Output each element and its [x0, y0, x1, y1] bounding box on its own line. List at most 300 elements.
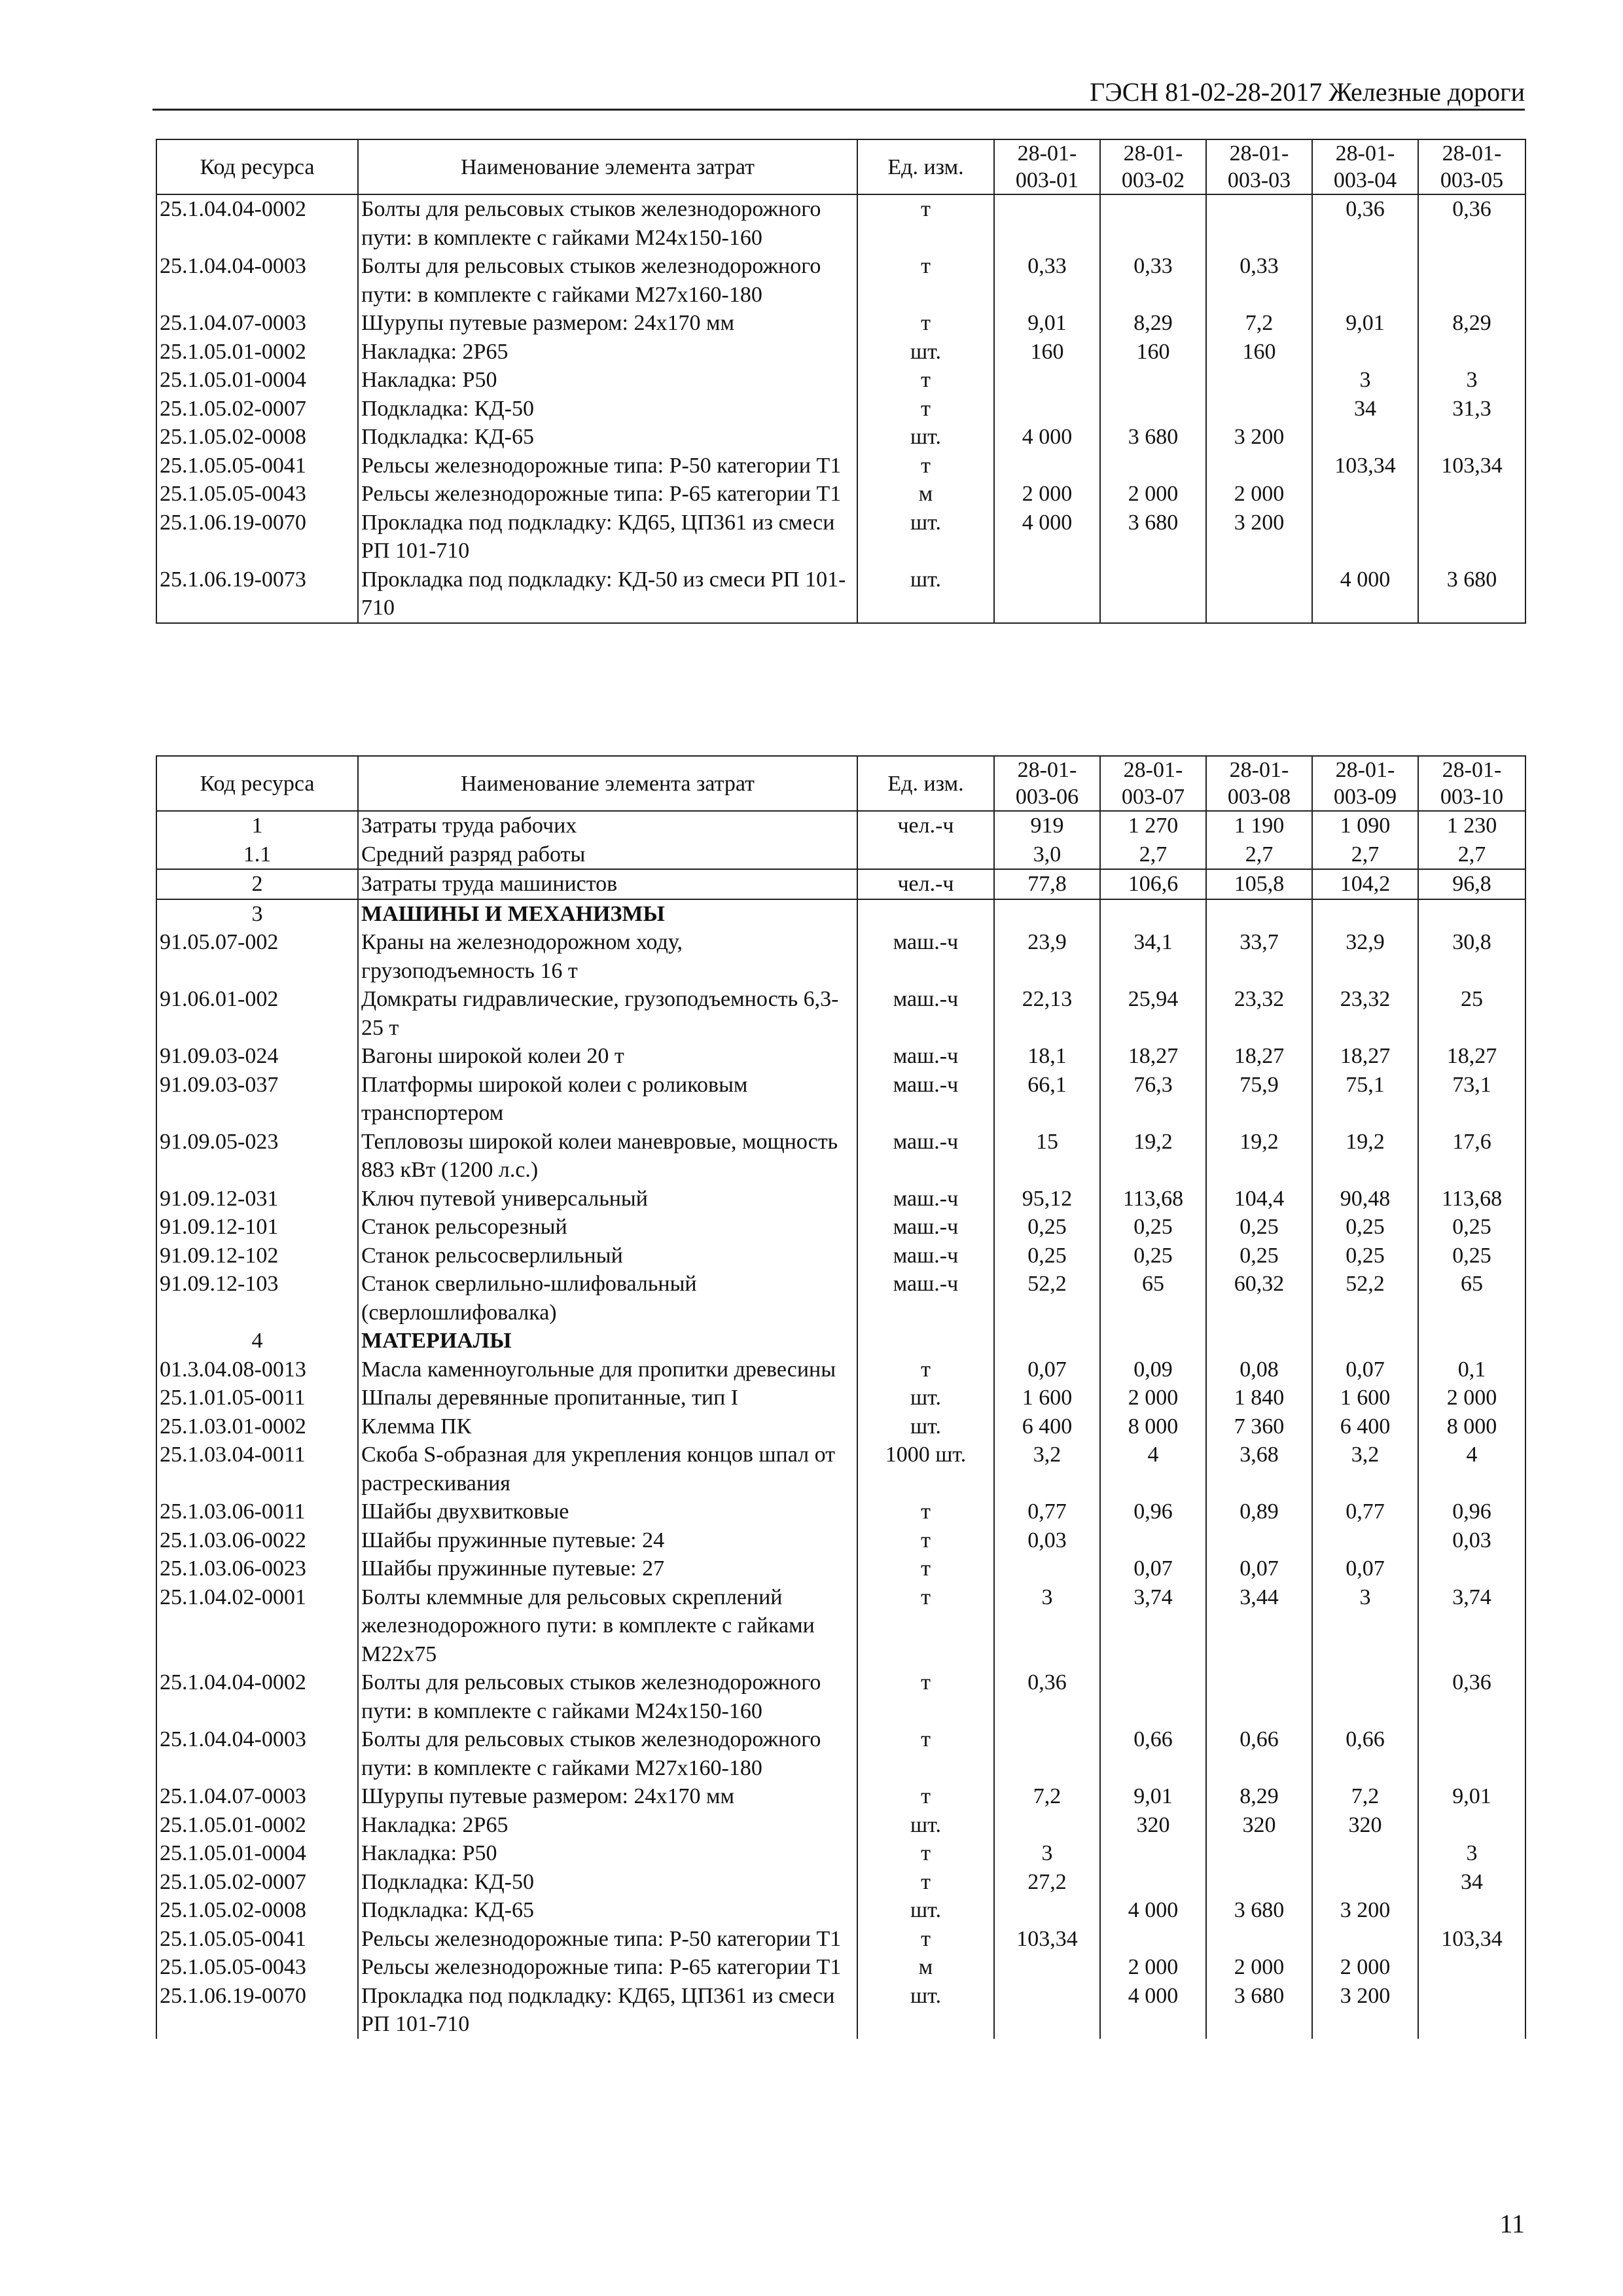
- unit-cell: т: [857, 1782, 994, 1811]
- cost-element-name-cell: МАШИНЫ И МЕХАНИЗМЫ: [358, 899, 857, 929]
- header-unit: Ед. изм.: [857, 756, 994, 811]
- table-row: [156, 452, 1525, 480]
- value-cell: 0,36: [1312, 194, 1418, 252]
- table-row: [156, 1868, 1525, 1897]
- unit-cell: шт.: [857, 1811, 994, 1840]
- value-cell: [1312, 1868, 1418, 1897]
- cost-element-name-cell: Болты для рельсовых стыков железнодорожного пути: в комплекте с гайками М24х150-160: [358, 1668, 857, 1725]
- page-number: 11: [1499, 2209, 1525, 2238]
- cost-element-name-cell: Станок рельсосверлильный: [358, 1242, 857, 1270]
- value-cell: 75,9: [1206, 1071, 1312, 1128]
- value-cell: 0,1: [1418, 1355, 1525, 1384]
- value-cell: 0,25: [1418, 1213, 1525, 1242]
- value-cell: [994, 565, 1100, 623]
- value-cell: [994, 452, 1100, 480]
- table-row: [156, 252, 1525, 309]
- value-cell: 9,01: [1418, 1782, 1525, 1811]
- unit-cell: чел.-ч: [857, 811, 994, 840]
- header-column: 28-01- 003-07: [1100, 756, 1206, 811]
- value-cell: 113,68: [1100, 1185, 1206, 1213]
- table-row: [156, 899, 1525, 929]
- header-name: Наименование элемента затрат: [358, 139, 857, 194]
- value-cell: [994, 1811, 1100, 1840]
- value-cell: [1206, 565, 1312, 623]
- value-cell: 0,25: [1418, 1242, 1525, 1270]
- value-cell: [1312, 338, 1418, 367]
- cost-element-name-cell: Платформы широкой колеи с роликовым транспортером: [358, 1071, 857, 1128]
- value-cell: [1100, 194, 1206, 252]
- cost-element-name-cell: Болты для рельсовых стыков железнодорожного пути: в комплекте с гайками М27х160-180: [358, 252, 857, 309]
- value-cell: 0,09: [1100, 1355, 1206, 1384]
- cost-element-name-cell: Шпалы деревянные пропитанные, тип I: [358, 1384, 857, 1412]
- value-cell: [1100, 1925, 1206, 1954]
- table-row: [156, 1213, 1525, 1242]
- resource-code-cell: 25.1.03.06-0022: [156, 1526, 358, 1555]
- unit-cell: маш.-ч: [857, 1185, 994, 1213]
- resource-code-cell: 25.1.05.05-0041: [156, 1925, 358, 1954]
- value-cell: 320: [1100, 1811, 1206, 1840]
- value-cell: 19,2: [1100, 1128, 1206, 1185]
- value-cell: 3 200: [1206, 509, 1312, 565]
- unit-cell: м: [857, 1953, 994, 1982]
- value-cell: 18,1: [994, 1042, 1100, 1071]
- unit-cell: т: [857, 1526, 994, 1555]
- cost-element-name-cell: Скоба S-образная для укрепления концов шпал от растрескивания: [358, 1441, 857, 1498]
- value-cell: 3: [1418, 1839, 1525, 1868]
- value-cell: 95,12: [994, 1185, 1100, 1213]
- value-cell: 2 000: [994, 480, 1100, 509]
- value-cell: 31,3: [1418, 395, 1525, 423]
- table-row: [156, 509, 1525, 565]
- table-row: [156, 1498, 1525, 1526]
- cost-element-name-cell: Средний разряд работы: [358, 840, 857, 870]
- cost-element-name-cell: Клемма ПК: [358, 1412, 857, 1441]
- value-cell: 104,4: [1206, 1185, 1312, 1213]
- table-row: [156, 1668, 1525, 1725]
- header-column: 28-01- 003-10: [1418, 756, 1525, 811]
- value-cell: [1206, 1839, 1312, 1868]
- resource-code-cell: 25.1.04.04-0002: [156, 1668, 358, 1725]
- value-cell: 2,7: [1312, 840, 1418, 870]
- unit-cell: шт.: [857, 1384, 994, 1412]
- unit-cell: т: [857, 1498, 994, 1526]
- value-cell: 160: [1206, 338, 1312, 367]
- value-cell: [1206, 395, 1312, 423]
- value-cell: 3,74: [1418, 1583, 1525, 1669]
- value-cell: [1312, 1327, 1418, 1355]
- unit-cell: т: [857, 366, 994, 395]
- value-cell: 0,96: [1100, 1498, 1206, 1526]
- cost-element-name-cell: Накладка: 2Р65: [358, 1811, 857, 1840]
- value-cell: 0,25: [1100, 1242, 1206, 1270]
- value-cell: 0,36: [1418, 194, 1525, 252]
- value-cell: [994, 1327, 1100, 1355]
- header-column: 28-01- 003-01: [994, 139, 1100, 194]
- value-cell: 30,8: [1418, 928, 1525, 985]
- table-row: [156, 1953, 1525, 1982]
- header-column: 28-01- 003-02: [1100, 139, 1206, 194]
- value-cell: 0,07: [1100, 1554, 1206, 1583]
- value-cell: 3,68: [1206, 1441, 1312, 1498]
- value-cell: [1418, 1725, 1525, 1782]
- unit-cell: т: [857, 452, 994, 480]
- value-cell: 17,6: [1418, 1128, 1525, 1185]
- cost-element-name-cell: Станок рельсорезный: [358, 1213, 857, 1242]
- value-cell: [1312, 423, 1418, 452]
- value-cell: 52,2: [994, 1270, 1100, 1327]
- value-cell: 3,74: [1100, 1583, 1206, 1669]
- table-row: [156, 1071, 1525, 1128]
- value-cell: 1 600: [994, 1384, 1100, 1412]
- value-cell: 3 200: [1206, 423, 1312, 452]
- value-cell: 3: [994, 1583, 1100, 1669]
- value-cell: [1206, 452, 1312, 480]
- cost-element-name-cell: Домкраты гидравлические, грузоподъемность 6,3-25 т: [358, 985, 857, 1042]
- value-cell: 113,68: [1418, 1185, 1525, 1213]
- cost-element-name-cell: Подкладка: КД-50: [358, 395, 857, 423]
- value-cell: 3,2: [994, 1441, 1100, 1498]
- table-row: [156, 1982, 1525, 2039]
- header-column: 28-01- 003-09: [1312, 756, 1418, 811]
- value-cell: 3 680: [1206, 1982, 1312, 2039]
- value-cell: 75,1: [1312, 1071, 1418, 1128]
- value-cell: [1100, 1327, 1206, 1355]
- value-cell: 15: [994, 1128, 1100, 1185]
- header-column: 28-01- 003-06: [994, 756, 1100, 811]
- unit-cell: 1000 шт.: [857, 1441, 994, 1498]
- resource-code-cell: 25.1.01.05-0011: [156, 1384, 358, 1412]
- value-cell: 1 230: [1418, 811, 1525, 840]
- value-cell: [1100, 452, 1206, 480]
- table-row: [156, 423, 1525, 452]
- cost-element-name-cell: Затраты труда рабочих: [358, 811, 857, 840]
- value-cell: [1206, 194, 1312, 252]
- value-cell: 0,25: [1100, 1213, 1206, 1242]
- value-cell: 106,6: [1100, 869, 1206, 899]
- cost-element-name-cell: Шурупы путевые размером: 24х170 мм: [358, 309, 857, 338]
- value-cell: 9,01: [994, 309, 1100, 338]
- table-row: [156, 1185, 1525, 1213]
- unit-cell: т: [857, 309, 994, 338]
- resource-code-cell: 25.1.04.04-0002: [156, 194, 358, 252]
- value-cell: [1100, 1526, 1206, 1555]
- header-rule: [152, 109, 1525, 111]
- value-cell: [1418, 509, 1525, 565]
- value-cell: 0,66: [1312, 1725, 1418, 1782]
- value-cell: 18,27: [1418, 1042, 1525, 1071]
- resource-code-cell: 25.1.05.02-0007: [156, 1868, 358, 1897]
- table-row: [156, 338, 1525, 367]
- value-cell: 0,07: [994, 1355, 1100, 1384]
- value-cell: 6 400: [994, 1412, 1100, 1441]
- unit-cell: маш.-ч: [857, 928, 994, 985]
- table-row: [156, 1839, 1525, 1868]
- value-cell: 18,27: [1206, 1042, 1312, 1071]
- value-cell: 65: [1100, 1270, 1206, 1327]
- value-cell: 7,2: [1206, 309, 1312, 338]
- value-cell: [1418, 252, 1525, 309]
- resource-code-cell: 25.1.05.05-0043: [156, 1953, 358, 1982]
- value-cell: 103,34: [1418, 1925, 1525, 1954]
- table-header: [156, 139, 1525, 194]
- cost-element-name-cell: Рельсы железнодорожные типа: Р-65 категории Т1: [358, 1953, 857, 1982]
- value-cell: 2 000: [1206, 1953, 1312, 1982]
- value-cell: 7,2: [994, 1782, 1100, 1811]
- value-cell: 0,33: [994, 252, 1100, 309]
- cost-element-name-cell: Болты для рельсовых стыков железнодорожного пути: в комплекте с гайками М24х150-160: [358, 194, 857, 252]
- value-cell: 103,34: [1418, 452, 1525, 480]
- header-column: 28-01- 003-08: [1206, 756, 1312, 811]
- unit-cell: т: [857, 395, 994, 423]
- resource-code-cell: 91.09.12-102: [156, 1242, 358, 1270]
- value-cell: [1206, 1526, 1312, 1555]
- value-cell: [1312, 480, 1418, 509]
- header-code: Код ресурса: [156, 139, 358, 194]
- value-cell: 6 400: [1312, 1412, 1418, 1441]
- value-cell: [994, 1982, 1100, 2039]
- value-cell: 27,2: [994, 1868, 1100, 1897]
- resource-code-cell: 91.09.12-103: [156, 1270, 358, 1327]
- value-cell: 2,7: [1100, 840, 1206, 870]
- unit-cell: маш.-ч: [857, 985, 994, 1042]
- resource-code-cell: 91.09.03-037: [156, 1071, 358, 1128]
- table-row: [156, 395, 1525, 423]
- value-cell: [1206, 1668, 1312, 1725]
- value-cell: 2,7: [1206, 840, 1312, 870]
- cost-element-name-cell: Подкладка: КД-65: [358, 423, 857, 452]
- value-cell: 103,34: [994, 1925, 1100, 1954]
- value-cell: [1100, 395, 1206, 423]
- resource-code-cell: 3: [156, 899, 358, 929]
- unit-cell: [857, 840, 994, 870]
- value-cell: [1206, 1868, 1312, 1897]
- value-cell: 3,44: [1206, 1583, 1312, 1669]
- table-row: [156, 1925, 1525, 1954]
- resource-code-cell: 25.1.05.05-0041: [156, 452, 358, 480]
- value-cell: 0,36: [994, 1668, 1100, 1725]
- value-cell: [1312, 252, 1418, 309]
- value-cell: 105,8: [1206, 869, 1312, 899]
- unit-cell: шт.: [857, 1412, 994, 1441]
- cost-element-name-cell: Рельсы железнодорожные типа: Р-50 категории Т1: [358, 452, 857, 480]
- value-cell: 1 190: [1206, 811, 1312, 840]
- value-cell: [1312, 1668, 1418, 1725]
- unit-cell: маш.-ч: [857, 1042, 994, 1071]
- cost-element-name-cell: Шайбы пружинные путевые: 24: [358, 1526, 857, 1555]
- value-cell: 18,27: [1100, 1042, 1206, 1071]
- cost-element-name-cell: МАТЕРИАЛЫ: [358, 1327, 857, 1355]
- value-cell: 8,29: [1100, 309, 1206, 338]
- value-cell: 7 360: [1206, 1412, 1312, 1441]
- resource-code-cell: 25.1.03.04-0011: [156, 1441, 358, 1498]
- resource-code-cell: 91.05.07-002: [156, 928, 358, 985]
- value-cell: [1312, 1839, 1418, 1868]
- table-row: [156, 1412, 1525, 1441]
- value-cell: 23,32: [1312, 985, 1418, 1042]
- value-cell: 3: [1312, 366, 1418, 395]
- value-cell: 8,29: [1418, 309, 1525, 338]
- value-cell: [1206, 1327, 1312, 1355]
- value-cell: 0,25: [1206, 1213, 1312, 1242]
- value-cell: 3: [1418, 366, 1525, 395]
- unit-cell: маш.-ч: [857, 1071, 994, 1128]
- cost-element-name-cell: Накладка: 2Р65: [358, 338, 857, 367]
- unit-cell: т: [857, 1839, 994, 1868]
- unit-cell: маш.-ч: [857, 1270, 994, 1327]
- resource-code-cell: 25.1.04.07-0003: [156, 309, 358, 338]
- value-cell: 60,32: [1206, 1270, 1312, 1327]
- value-cell: [1418, 480, 1525, 509]
- value-cell: [1312, 899, 1418, 929]
- value-cell: 0,07: [1312, 1355, 1418, 1384]
- value-cell: [1312, 1526, 1418, 1555]
- table-row: [156, 1384, 1525, 1412]
- resource-code-cell: 25.1.06.19-0073: [156, 565, 358, 623]
- value-cell: [994, 395, 1100, 423]
- value-cell: 0,03: [994, 1526, 1100, 1555]
- cost-element-name-cell: Накладка: Р50: [358, 1839, 857, 1868]
- value-cell: 0,66: [1100, 1725, 1206, 1782]
- value-cell: [994, 1896, 1100, 1925]
- cost-element-name-cell: Рельсы железнодорожные типа: Р-50 категории Т1: [358, 1925, 857, 1954]
- value-cell: [994, 1953, 1100, 1982]
- table-row: [156, 1327, 1525, 1355]
- value-cell: [1418, 338, 1525, 367]
- value-cell: 0,25: [994, 1242, 1100, 1270]
- header-column: 28-01- 003-03: [1206, 139, 1312, 194]
- value-cell: 8 000: [1418, 1412, 1525, 1441]
- resource-code-cell: 25.1.04.04-0003: [156, 252, 358, 309]
- unit-cell: т: [857, 1925, 994, 1954]
- unit-cell: т: [857, 194, 994, 252]
- value-cell: 19,2: [1206, 1128, 1312, 1185]
- value-cell: 19,2: [1312, 1128, 1418, 1185]
- value-cell: 0,33: [1100, 252, 1206, 309]
- table-row: [156, 1355, 1525, 1384]
- table-row: [156, 1811, 1525, 1840]
- table-row: [156, 565, 1525, 623]
- unit-cell: м: [857, 480, 994, 509]
- cost-element-name-cell: Подкладка: КД-65: [358, 1896, 857, 1925]
- table-row: [156, 811, 1525, 840]
- value-cell: 32,9: [1312, 928, 1418, 985]
- value-cell: [1418, 1896, 1525, 1925]
- resource-code-cell: 25.1.04.07-0003: [156, 1782, 358, 1811]
- value-cell: 66,1: [994, 1071, 1100, 1128]
- value-cell: 160: [1100, 338, 1206, 367]
- value-cell: 4 000: [1312, 565, 1418, 623]
- value-cell: [1418, 1327, 1525, 1355]
- unit-cell: маш.-ч: [857, 1213, 994, 1242]
- cost-element-name-cell: Болты для рельсовых стыков железнодорожного пути: в комплекте с гайками М27х160-180: [358, 1725, 857, 1782]
- resource-code-cell: 91.09.05-023: [156, 1128, 358, 1185]
- cost-element-name-cell: Прокладка под подкладку: КД65, ЦП361 из смеси РП 101-710: [358, 1982, 857, 2039]
- value-cell: [1206, 1925, 1312, 1954]
- value-cell: 9,01: [1312, 309, 1418, 338]
- cost-element-name-cell: Прокладка под подкладку: КД65, ЦП361 из смеси РП 101-710: [358, 509, 857, 565]
- value-cell: 4: [1418, 1441, 1525, 1498]
- value-cell: 18,27: [1312, 1042, 1418, 1071]
- cost-element-name-cell: Рельсы железнодорожные типа: Р-65 категории Т1: [358, 480, 857, 509]
- value-cell: 1 600: [1312, 1384, 1418, 1412]
- value-cell: 34: [1418, 1868, 1525, 1897]
- value-cell: 0,25: [1206, 1242, 1312, 1270]
- resource-code-cell: 25.1.04.04-0003: [156, 1725, 358, 1782]
- value-cell: 0,33: [1206, 252, 1312, 309]
- cost-element-name-cell: Краны на железнодорожном ходу, грузоподъемность 16 т: [358, 928, 857, 985]
- value-cell: 160: [994, 338, 1100, 367]
- table-row: [156, 194, 1525, 252]
- table-row: [156, 985, 1525, 1042]
- resource-code-cell: 25.1.05.01-0004: [156, 1839, 358, 1868]
- resource-table-2: [156, 755, 1526, 2039]
- value-cell: 2 000: [1100, 480, 1206, 509]
- unit-cell: шт.: [857, 338, 994, 367]
- value-cell: 320: [1312, 1811, 1418, 1840]
- value-cell: 25,94: [1100, 985, 1206, 1042]
- value-cell: 65: [1418, 1270, 1525, 1327]
- unit-cell: шт.: [857, 565, 994, 623]
- value-cell: 0,89: [1206, 1498, 1312, 1526]
- value-cell: 0,07: [1206, 1554, 1312, 1583]
- value-cell: 3 680: [1418, 565, 1525, 623]
- table-row: [156, 1725, 1525, 1782]
- resource-code-cell: 25.1.06.19-0070: [156, 509, 358, 565]
- cost-element-name-cell: Вагоны широкой колеи 20 т: [358, 1042, 857, 1071]
- unit-cell: т: [857, 1583, 994, 1669]
- value-cell: [994, 366, 1100, 395]
- value-cell: 2 000: [1418, 1384, 1525, 1412]
- value-cell: 0,25: [1312, 1213, 1418, 1242]
- value-cell: 23,32: [1206, 985, 1312, 1042]
- cost-element-name-cell: Шайбы двухвитковые: [358, 1498, 857, 1526]
- resource-code-cell: 25.1.03.06-0011: [156, 1498, 358, 1526]
- cost-element-name-cell: Шайбы пружинные путевые: 27: [358, 1554, 857, 1583]
- value-cell: 0,96: [1418, 1498, 1525, 1526]
- table-row: [156, 1896, 1525, 1925]
- value-cell: 3 680: [1100, 509, 1206, 565]
- resource-code-cell: 25.1.05.02-0008: [156, 423, 358, 452]
- value-cell: [1312, 509, 1418, 565]
- value-cell: 76,3: [1100, 1071, 1206, 1128]
- cost-element-name-cell: Подкладка: КД-50: [358, 1868, 857, 1897]
- value-cell: 1 840: [1206, 1384, 1312, 1412]
- value-cell: 0,07: [1312, 1554, 1418, 1583]
- header-unit: Ед. изм.: [857, 139, 994, 194]
- value-cell: 4 000: [994, 423, 1100, 452]
- value-cell: [1100, 565, 1206, 623]
- header-name: Наименование элемента затрат: [358, 756, 857, 811]
- value-cell: [994, 1725, 1100, 1782]
- table-row: [156, 1441, 1525, 1498]
- table-row: [156, 1128, 1525, 1185]
- cost-element-name-cell: Станок сверлильно-шлифовальный (сверлошлифовалка): [358, 1270, 857, 1327]
- value-cell: [994, 1554, 1100, 1583]
- value-cell: [1100, 366, 1206, 395]
- value-cell: 3,2: [1312, 1441, 1418, 1498]
- value-cell: 0,77: [1312, 1498, 1418, 1526]
- header-column: 28-01- 003-05: [1418, 139, 1525, 194]
- table-row: [156, 366, 1525, 395]
- table-header: [156, 756, 1525, 811]
- value-cell: 1 090: [1312, 811, 1418, 840]
- cost-element-name-cell: Накладка: Р50: [358, 366, 857, 395]
- value-cell: [1100, 1839, 1206, 1868]
- value-cell: 3: [994, 1839, 1100, 1868]
- value-cell: 4 000: [1100, 1982, 1206, 2039]
- unit-cell: [857, 1327, 994, 1355]
- unit-cell: шт.: [857, 1982, 994, 2039]
